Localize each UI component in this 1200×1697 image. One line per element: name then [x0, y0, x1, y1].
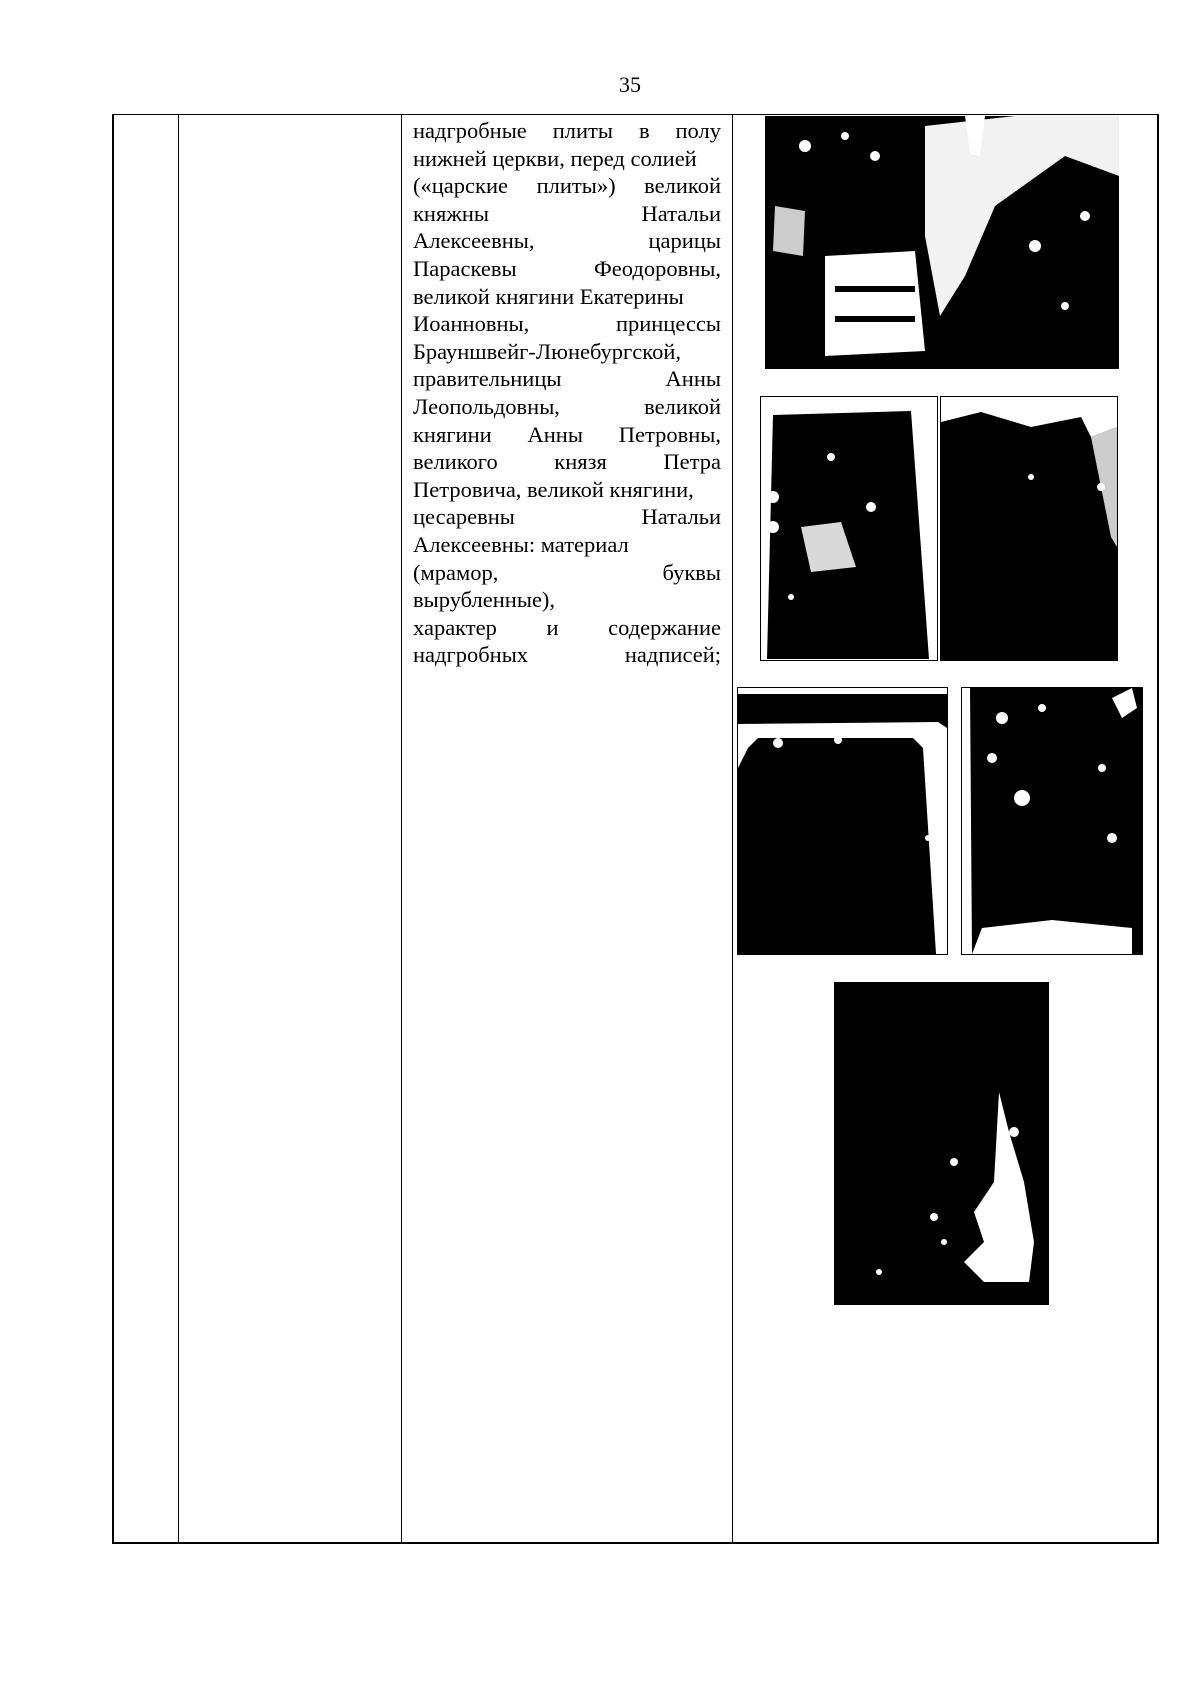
description-cell [413, 117, 721, 669]
description-word: князя [554, 449, 607, 475]
description-line [413, 365, 721, 393]
description-word: Петровны, [618, 421, 721, 447]
description-line [413, 283, 721, 311]
column-divider-3 [732, 115, 733, 1542]
photo-slab-3 [737, 687, 948, 955]
photo-tomb-slabs-floor [765, 116, 1119, 369]
description-word: Анны [665, 366, 721, 392]
description-word: Петра [663, 449, 721, 475]
description-word: полу [675, 118, 721, 143]
description-line [413, 338, 721, 366]
description-line [413, 641, 721, 669]
description-word: великой княгини Екатерины [413, 283, 684, 309]
description-word: княгини [413, 421, 492, 447]
column-divider-1 [178, 115, 179, 1542]
page-number: 35 [619, 72, 641, 97]
description-line [413, 531, 721, 559]
description-line [413, 172, 721, 200]
description-word: Натальи [641, 200, 721, 226]
photo-slab-2 [940, 396, 1118, 661]
description-word: Натальи [641, 504, 721, 530]
description-word: правительницы [413, 366, 562, 392]
description-word: великой [644, 393, 721, 419]
photo-slab-5 [834, 982, 1049, 1305]
description-word: Леопольдовны, [413, 393, 560, 419]
description-word: Алексеевны: материал [413, 531, 629, 557]
description-word: надписей; [624, 642, 721, 668]
description-line [413, 559, 721, 587]
description-line [413, 586, 721, 614]
description-word: и [546, 614, 559, 640]
description-word: буквы [662, 559, 721, 585]
description-word: Петровича, великой княгини, [413, 476, 694, 502]
description-word: вырубленные), [413, 587, 556, 613]
column-divider-2 [401, 115, 402, 1542]
description-word: великого [413, 449, 498, 475]
description-word: Анны [527, 421, 583, 447]
description-line [413, 421, 721, 449]
description-line [413, 145, 721, 173]
description-word: Феодоровны, [594, 255, 721, 281]
description-word: содержание [608, 614, 721, 640]
description-word: (мрамор, [413, 559, 499, 585]
description-word: Алексеевны, [413, 228, 535, 254]
description-word: плиты [552, 118, 613, 143]
description-word: Брауншвейг-Люнебургской, [413, 338, 681, 364]
photo-slab-4 [961, 687, 1143, 955]
description-word: надгробные [413, 118, 527, 143]
description-line [413, 448, 721, 476]
description-word: надгробных [413, 642, 529, 668]
description-line [413, 503, 721, 531]
description-word: царицы [648, 228, 721, 254]
description-line [413, 310, 721, 338]
description-word: Параскевы [413, 255, 517, 281]
description-line [413, 200, 721, 228]
description-word: цесаревны [413, 504, 515, 530]
description-word: Иоанновны, [413, 311, 530, 337]
description-line [413, 255, 721, 283]
description-line [413, 117, 721, 145]
description-word: плиты») [536, 173, 616, 199]
description-word: («царские [413, 173, 508, 199]
photo-slab-1 [760, 396, 938, 661]
description-word: принцессы [615, 311, 721, 337]
description-word: характер [413, 614, 497, 640]
description-word: великой [644, 173, 721, 199]
description-line [413, 476, 721, 504]
description-word: нижней церкви, перед солией [413, 145, 697, 171]
description-word: в [638, 118, 650, 143]
description-line [413, 393, 721, 421]
description-line [413, 227, 721, 255]
description-line [413, 614, 721, 642]
description-word: княжны [413, 200, 490, 226]
